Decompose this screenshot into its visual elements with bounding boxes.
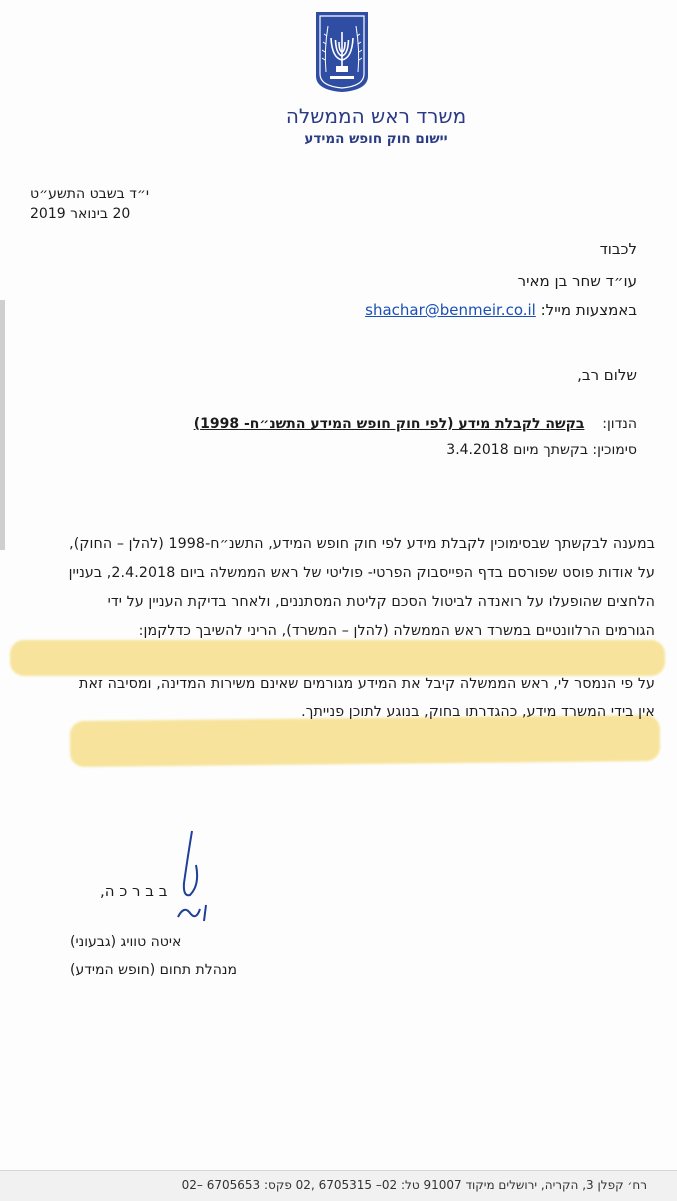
- signer-name: איטה טוויג (גבעוני): [70, 934, 182, 950]
- unit-name: יישום חוק חופש המידע: [304, 131, 448, 147]
- highlight-stroke: [70, 715, 660, 767]
- body-line-5: על פי הנמסר לי, ראש הממשלה קיבל את המידע מגורמים שאינם משירות המדינה, ומסיבה זאת: [79, 676, 655, 692]
- body-line-6: אין בידי המשרד מידע, כהגדרתו בחוק, בנוגע לתוכן פנייתך.: [301, 704, 655, 720]
- ministry-name: משרד ראש הממשלה: [285, 104, 467, 128]
- state-emblem-icon: [312, 10, 372, 94]
- email-link[interactable]: shachar@benmeir.co.il: [365, 301, 536, 319]
- reference-label: סימוכין:: [592, 442, 637, 458]
- reference-text: בקשתך מיום 3.4.2018: [446, 442, 588, 458]
- subject-line: [194, 416, 637, 432]
- recipient-name: עו״ד שחר בן מאיר: [517, 272, 637, 290]
- signer-title: מנהלת תחום (חופש המידע): [70, 962, 237, 978]
- reference-line: [446, 442, 637, 458]
- hebrew-date: י״ד בשבט התשע״ט: [30, 186, 150, 202]
- body-line-3: הלחצים שהופעלו על רואנדה לביטול הסכם קליטת המסתננים, ולאחר בדיקת העניין על ידי: [107, 594, 655, 610]
- footer-address: רח׳ קפלן 3, הקריה, ירושלים מיקוד 91007 טל: 02– 6705315 ,02 פקס: 6705653 –02: [181, 1178, 647, 1192]
- body-line-4: הגורמים הרלוונטיים במשרד ראש הממשלה (להלן – המשרד), הריני להשיבך כדלקמן:: [138, 623, 655, 639]
- page-edge: [0, 300, 5, 550]
- salutation: לכבוד: [599, 240, 637, 258]
- body-line-1: במענה לבקשתך שבסימוכין לקבלת מידע לפי חוק חופש המידע, התשנ״ח-1998 (להלן – החוק),: [69, 536, 655, 552]
- closing: ב ב ר כ ה,: [100, 882, 168, 900]
- highlight-stroke: [10, 640, 665, 676]
- body-line-2: על אודות פוסט שפורסם בדף הפייסבוק הפרטי- פוליטי של ראש הממשלה ביום 2.4.2018, בעניין: [68, 565, 655, 581]
- via-label: באמצעות מייל:: [540, 301, 637, 319]
- handwritten-signature: [170, 825, 230, 925]
- email-line: [365, 301, 637, 319]
- greeting: שלום רב,: [577, 366, 637, 384]
- gregorian-date: 20 בינואר 2019: [30, 206, 131, 222]
- subject-label: הנדון:: [602, 416, 637, 432]
- subject-text: בקשה לקבלת מידע (לפי חוק חופש המידע התשנ״ח- 1998): [193, 416, 585, 432]
